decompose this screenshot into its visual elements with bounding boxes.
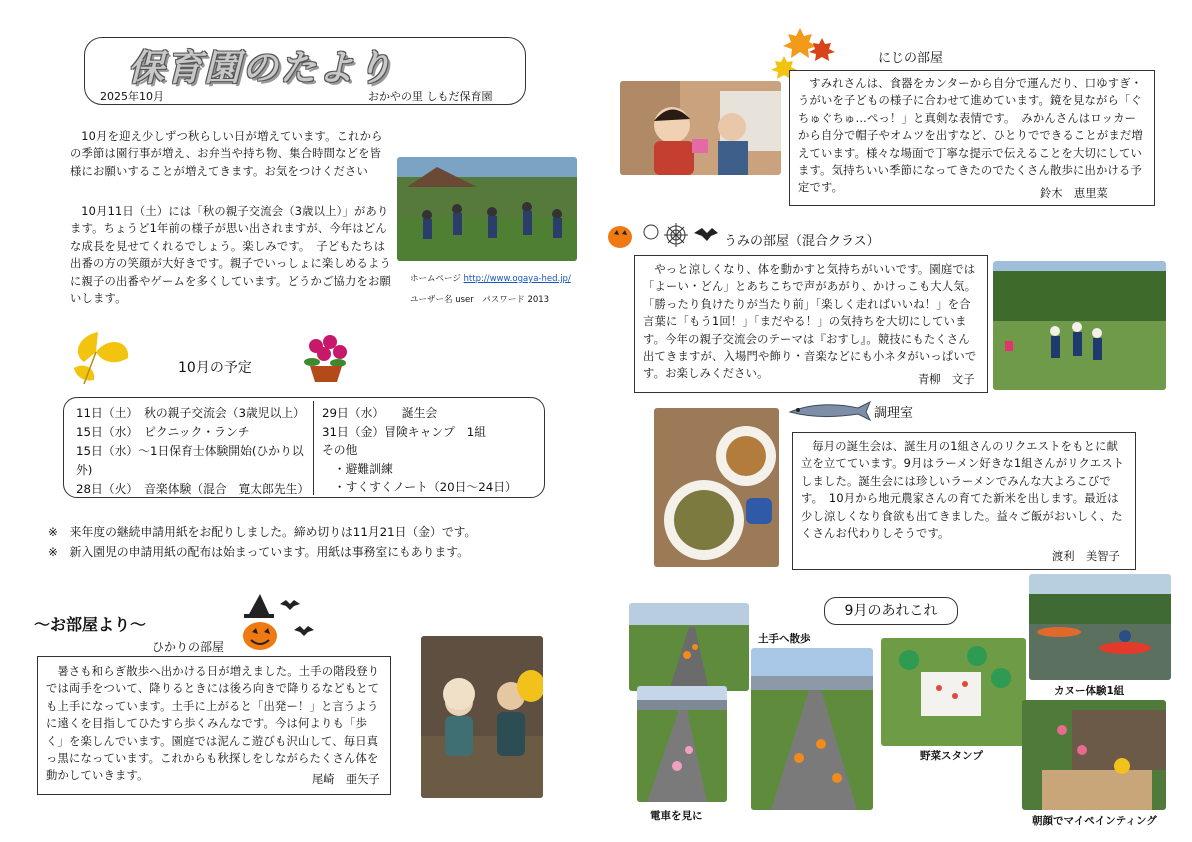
caption-train: 電車を見に xyxy=(650,810,703,822)
issue-date: 2025年10月 xyxy=(100,90,164,103)
homepage-line xyxy=(410,272,571,284)
halloween-deco-icon xyxy=(606,219,718,251)
schedule-divider xyxy=(313,401,314,495)
jack-o-lantern-icon xyxy=(240,594,316,656)
schedule-heading: 10月の予定 xyxy=(178,360,252,376)
caption-walk: 土手へ散歩 xyxy=(758,633,811,645)
riverbank-walk-photo xyxy=(751,648,873,810)
notice-2: ※ 新入園児の申請用紙の配布は始まっています。用紙は事務室にもあります。 xyxy=(48,545,469,559)
caption-canoe: カヌー体験1組 xyxy=(1054,685,1125,697)
schedule-item: 11日（土） 秋の親子交流会（3歳児以上） xyxy=(76,406,305,420)
umi-title: うみの部屋（混合クラス） xyxy=(724,234,880,249)
umi-text: やっと涼しくなり、体を動かすと気持ちがいいです。園庭では「よーい・どん」とあちこちで声があがり、かけっこも大人気。「勝ったり負けたりが当たり前」「楽しく走ればいいね！」を合言葉に「もう1回！」「まだやる！」の気持ちを大切にしています。今年の親子交流会のテーマは『おすし』。競技にもたくさん出てきますが、入場門や飾り・音楽などにも小ネタがいっぱいです。お楽しみください。 xyxy=(643,263,977,381)
schedule-item: 15日（水） ピクニック・ランチ xyxy=(76,425,250,439)
schedule-item: 31日（金）冒険キャンプ 1組 xyxy=(322,424,487,439)
caption-paint: 朝顔でマイペインティング xyxy=(1032,815,1157,827)
saury-fish-icon xyxy=(786,398,872,424)
schedule-right-column xyxy=(322,404,544,497)
niji-author: 鈴木 恵里菜 xyxy=(1040,187,1108,200)
kitchen-author: 渡利 美智子 xyxy=(1052,550,1120,563)
rooms-heading: ～お部屋より～ xyxy=(34,615,147,634)
ramen-lunch-photo xyxy=(654,408,779,567)
newsletter-title: 保育園のたより xyxy=(128,48,395,89)
hikari-title: ひかりの部屋 xyxy=(152,640,225,654)
umi-author: 青柳 文子 xyxy=(918,373,975,386)
intro-paragraph-2: 10月11日（土）には「秋の親子交流会（3歳以上）」があります。ちょうど1年前の様子が思い出されますが、今年はどんな成長を見せてくれるでしょう。楽しみです。 子どもたちは出番の方の笑顔が大好きです。親子でいっしょに楽しめるように親子の出番やゲームを多くしています。どうかご協力をお願いします。 xyxy=(70,205,392,306)
walk-path-photo-1 xyxy=(629,603,749,691)
homepage-label: ホームページ xyxy=(410,274,461,284)
niji-title: にじの部屋 xyxy=(878,51,944,66)
morning-glory-paint-photo xyxy=(1022,700,1166,810)
login-info: ユーザー名 user パスワード 2013 xyxy=(410,295,550,305)
hikari-author: 尾崎 亜矢子 xyxy=(312,773,380,786)
mouth-rinse-photo xyxy=(620,81,781,175)
schedule-item: ・すくすくノート（20日～24日） xyxy=(322,480,517,494)
schedule-item: その他 xyxy=(322,443,358,457)
kitchen-title: 調理室 xyxy=(874,406,914,421)
schedule-item: 15日（水）～1日保育士体験開始(ひかり以外) xyxy=(76,444,304,477)
running-photo xyxy=(993,261,1166,390)
intro-paragraph-1: 10月を迎え少しずつ秋らしい日が増えています。これからの季節は園行事が増え、お弁当や持ち物、集合時間などを皆様にお願いすることが増えてきます。お気をつけください xyxy=(70,130,383,178)
caption-stamp: 野菜スタンプ xyxy=(920,750,983,762)
schedule-left-column xyxy=(76,404,312,499)
festival-photo xyxy=(397,157,577,261)
kitchen-text: 毎月の誕生会は、誕生月の1組さんのリクエストをもとに献立を立てています。9月はラーメン好きな1組さんがリクエストしました。誕生会には珍しいラーメンでみんな大よろこびです。 10月から地元農家さんの育てた新米を出します。最近は少し涼しくなり食欲も出てきました。益々ご飯がおいしく、たくさんお代わりしそうです。 xyxy=(801,440,1125,541)
notice-1: ※ 来年度の継続申請用紙をお配りしました。締め切りは11月21日（金）です。 xyxy=(48,525,477,539)
ginkgo-leaf-icon xyxy=(68,328,134,390)
train-watch-photo xyxy=(637,686,727,802)
veggie-stamp-photo xyxy=(881,638,1026,746)
niji-text: すみれさんは、食器をカンターから自分で運んだり、口ゆすぎ・うがいを子どもの様子に合わせて進めています。鏡を見ながら「ぐちゅぐちゅ…ぺっ！」と真剣な表情です。 みかんさんはロッカーから自分で帽子やオムツを出すなど、ひとりでできることがまだ増えています。様々な場面で丁寧な提示で伝えることを大切にしています。気持ちいい季節になってきたのでたくさん散歩に出かける予定です。 xyxy=(798,77,1143,195)
homepage-link[interactable]: http://www.ogaya-hed.jp/ xyxy=(463,274,571,284)
september-title: 9月のあれこれ xyxy=(824,597,958,625)
schedule-item: ・避難訓練 xyxy=(322,461,393,476)
potted-flower-icon xyxy=(300,332,352,384)
publisher: おかやの里 しもだ保育園 xyxy=(368,90,493,103)
schedule-item: 29日（水） 誕生会 xyxy=(322,406,438,420)
schedule-item: 28日（火） 音楽体験（混合 寛太郎先生） xyxy=(76,482,310,496)
hikari-text: 暑さも和らぎ散歩へ出かける日が増えました。土手の階段登りでは両手をついて、降りるときには後ろ向きで降りるなどもとても上手になっています。土手に上がると「出発ー！」と言うように遠くを目指してひたすら歩くみんなです。今は何よりも「歩く」を楽しんでいます。園庭では泥んこ遊びも沢山して、毎日真っ黒になっています。これからも秋探しをしながらたくさん体を動かしていきます。 xyxy=(46,665,380,783)
canoe-photo xyxy=(1029,574,1171,680)
mud-play-photo xyxy=(421,636,543,798)
